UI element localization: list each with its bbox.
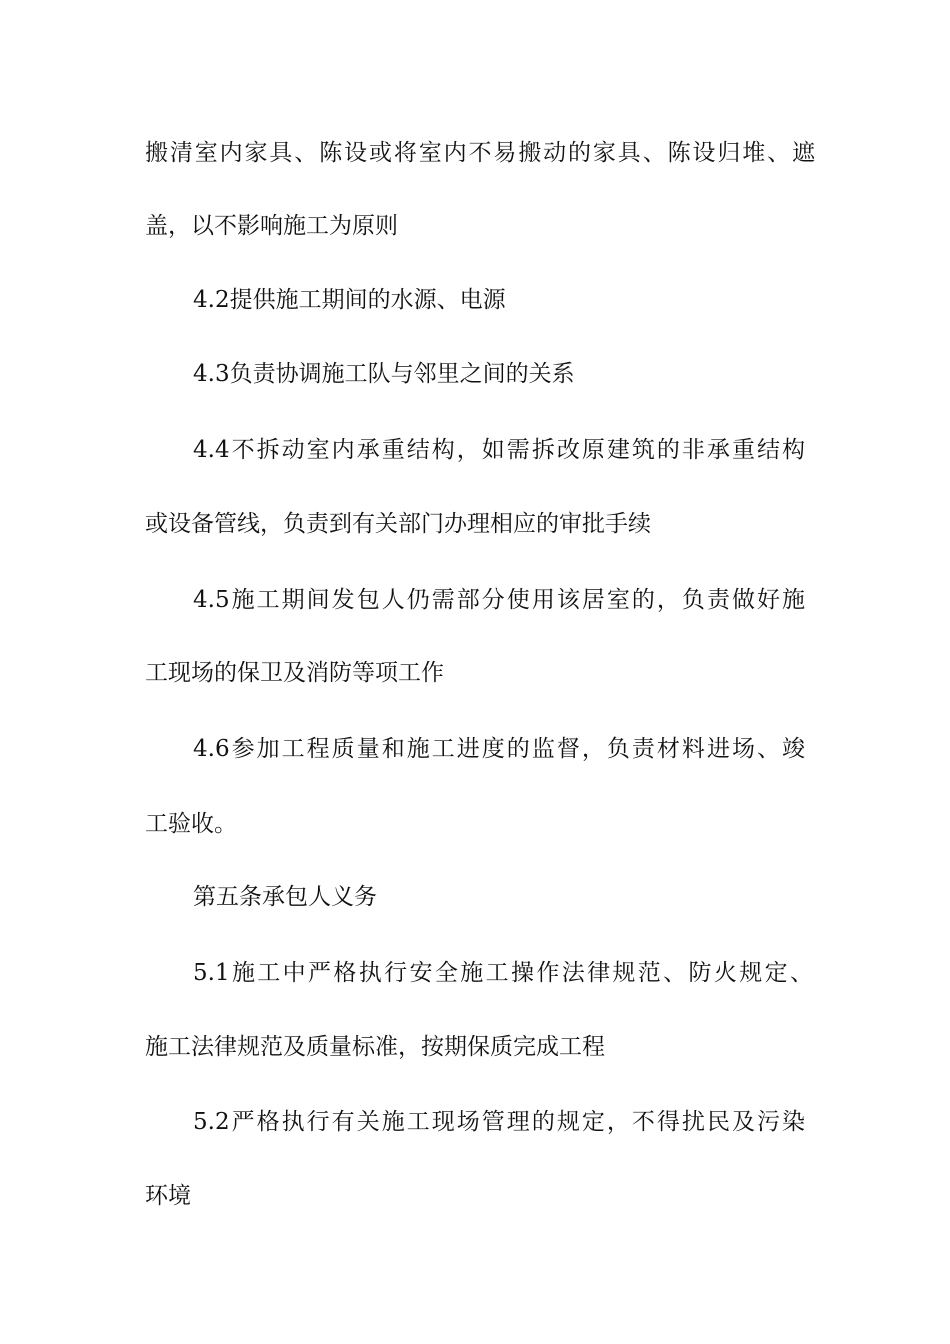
clause-4-4: 4.4不拆动室内承重结构，如需拆改原建筑的非承重结构 bbox=[193, 437, 805, 463]
clause-4-6: 4.6参加工程质量和施工进度的监督，负责材料进场、竣 bbox=[193, 736, 805, 762]
text-line-2: 盖，以不影响施工为原则 bbox=[145, 213, 398, 239]
clause-5-1-continued: 施工法律规范及质量标准，按期保质完成工程 bbox=[145, 1034, 605, 1060]
clause-4-5-continued: 工现场的保卫及消防等项工作 bbox=[145, 660, 444, 686]
clause-4-6-continued: 工验收。 bbox=[145, 811, 237, 837]
clause-4-2: 4.2提供施工期间的水源、电源 bbox=[193, 287, 506, 313]
text-line-1: 搬清室内家具、陈设或将室内不易搬动的家具、陈设归堆、遮 bbox=[145, 140, 815, 166]
clause-5-2-continued: 环境 bbox=[145, 1183, 191, 1209]
clause-4-5: 4.5施工期间发包人仍需部分使用该居室的，负责做好施 bbox=[193, 587, 805, 613]
article-5-heading: 第五条承包人义务 bbox=[193, 884, 377, 910]
clause-5-2: 5.2严格执行有关施工现场管理的规定，不得扰民及污染 bbox=[193, 1109, 805, 1135]
clause-5-1: 5.1施工中严格执行安全施工操作法律规范、防火规定、 bbox=[193, 960, 813, 986]
clause-4-3: 4.3负责协调施工队与邻里之间的关系 bbox=[193, 361, 575, 387]
clause-4-4-continued: 或设备管线，负责到有关部门办理相应的审批手续 bbox=[145, 511, 651, 537]
